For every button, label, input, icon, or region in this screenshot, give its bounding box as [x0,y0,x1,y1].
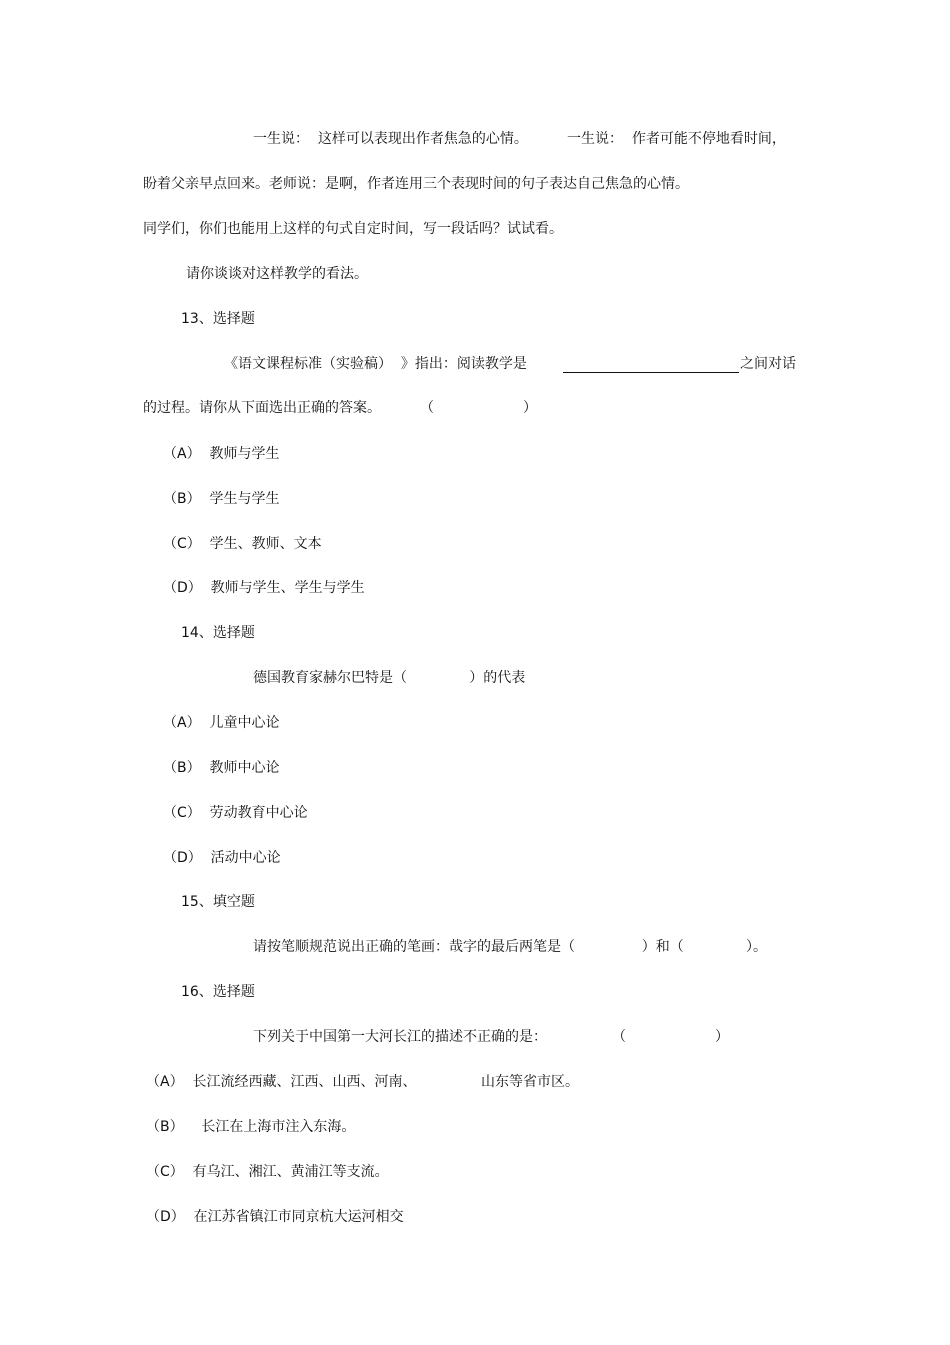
q14-option-a[interactable]: （A） 儿童中心论 [163,715,280,731]
q13-answer-blank[interactable] [563,360,739,373]
q13-heading: 13、选择题 [181,311,255,327]
q14-heading: 14、选择题 [181,625,255,641]
q16-option-a[interactable]: （A） 长江流经西藏、江西、山西、河南、 [146,1074,417,1090]
q15-stem: 请按笔顺规范说出正确的笔画：哉字的最后两笔是（ ）和（ ）。 [253,939,768,955]
discussion-prompt: 请你谈谈对这样教学的看法。 [186,266,368,282]
q15-heading: 15、填空题 [181,894,255,910]
passage-line-1a: 一生说： 这样可以表现出作者焦急的心情。 [253,131,528,147]
q14-option-c[interactable]: （C） 劳动教育中心论 [163,805,308,821]
q13-stem-part3: 的过程。请你从下面选出正确的答案。 [143,400,381,416]
q16-option-a-tail: 山东等省市区。 [481,1074,579,1090]
q14-option-b[interactable]: （B） 教师中心论 [163,760,280,776]
passage-line-2: 盼着父亲早点回来。老师说：是啊，作者连用三个表现时间的句子表达自己焦急的心情。 [143,176,689,192]
q16-stem: 下列关于中国第一大河长江的描述不正确的是： [253,1029,547,1045]
q16-option-c[interactable]: （C） 有乌江、湘江、黄浦江等支流。 [146,1164,389,1180]
q16-option-d[interactable]: （D） 在江苏省镇江市同京杭大运河相交 [146,1209,404,1225]
q13-option-c[interactable]: （C） 学生、教师、文本 [163,536,322,552]
q14-option-d[interactable]: （D） 活动中心论 [163,850,281,866]
q16-heading: 16、选择题 [181,984,255,1000]
q16-answer-paren[interactable]: （ ） [612,1029,730,1045]
q13-answer-paren[interactable]: （ ） [420,400,538,416]
q13-option-d[interactable]: （D） 教师与学生、学生与学生 [163,580,365,596]
passage-line-3: 同学们，你们也能用上这样的句式自定时间，写一段话吗？试试看。 [143,221,563,237]
q14-stem: 德国教育家赫尔巴特是（ ）的代表 [253,670,526,686]
q13-stem-part1: 《语文课程标准（实验稿） 》指出：阅读教学是 [224,356,527,372]
q13-option-a[interactable]: （A） 教师与学生 [163,446,280,462]
q13-stem-part2: 之间对话 [740,356,796,372]
passage-line-1b: 一生说： 作者可能不停地看时间， [567,131,786,147]
q13-option-b[interactable]: （B） 学生与学生 [163,491,280,507]
q16-option-b[interactable]: （B） 长江在上海市注入东海。 [146,1119,356,1135]
